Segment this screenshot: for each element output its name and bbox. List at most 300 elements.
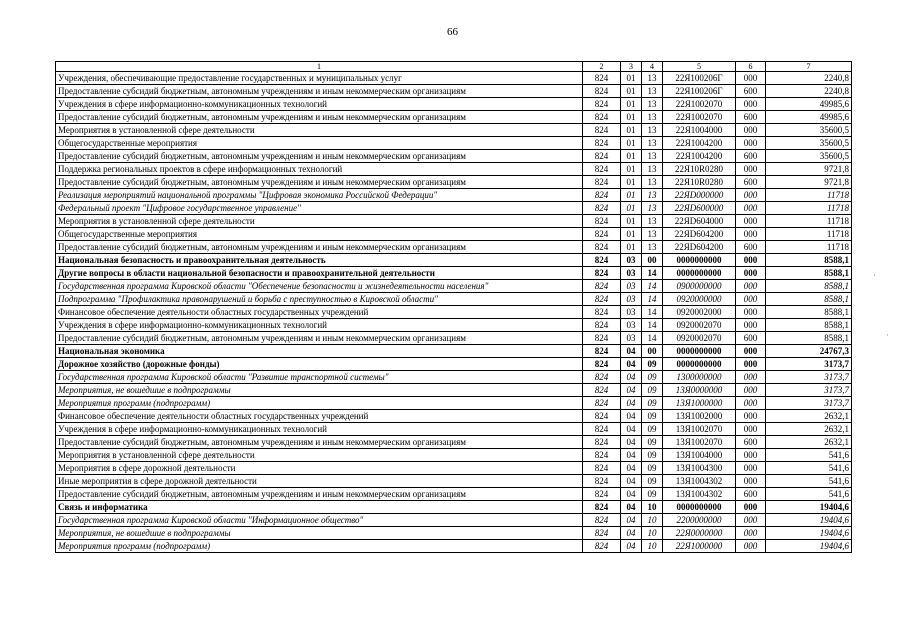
- row-target-article: 22Я1002070: [663, 98, 736, 111]
- table-row: [56, 280, 852, 293]
- row-target-article: 22Я10R0280: [663, 163, 736, 176]
- row-amount: 19404,6: [766, 527, 852, 540]
- row-target-article: 0000000000: [663, 501, 736, 514]
- row-section: 04: [621, 345, 642, 358]
- row-target-article: 0900000000: [663, 280, 736, 293]
- row-name: Предоставление субсидий бюджетным, автономным учреждениям и иным некоммерческим организациям: [56, 332, 583, 345]
- row-expense-type: 000: [736, 254, 766, 267]
- row-name: Учреждения, обеспечивающие предоставление государственных и муниципальных услуг: [56, 72, 583, 85]
- scan-mark-1: ·: [873, 270, 876, 280]
- row-target-article: 22Я1004200: [663, 150, 736, 163]
- row-amount: 19404,6: [766, 501, 852, 514]
- row-expense-type: 000: [736, 501, 766, 514]
- row-target-article: 1300000000: [663, 371, 736, 384]
- row-target-article: 13Я0000000: [663, 384, 736, 397]
- table-row: [56, 72, 852, 85]
- row-target-article: 22Я1000000: [663, 540, 736, 553]
- row-amount: 3173,7: [766, 371, 852, 384]
- row-name: Финансовое обеспечение деятельности областных государственных учреждений: [56, 410, 583, 423]
- row-section: 04: [621, 423, 642, 436]
- table-row: [56, 332, 852, 345]
- row-ministry-code: 824: [583, 488, 621, 501]
- table-row: [56, 384, 852, 397]
- row-ministry-code: 824: [583, 254, 621, 267]
- row-amount: 9721,8: [766, 176, 852, 189]
- row-ministry-code: 824: [583, 397, 621, 410]
- row-ministry-code: 824: [583, 306, 621, 319]
- row-ministry-code: 824: [583, 449, 621, 462]
- row-amount: 11718: [766, 228, 852, 241]
- header-row: [56, 62, 852, 72]
- row-subsection: 14: [642, 267, 663, 280]
- budget-table: [55, 61, 852, 553]
- row-amount: 8588,1: [766, 306, 852, 319]
- row-amount: 8588,1: [766, 319, 852, 332]
- table-row: [56, 306, 852, 319]
- row-name: Мероприятия в установленной сфере деятельности: [56, 215, 583, 228]
- row-name: Национальная безопасность и правоохранительная деятельность: [56, 254, 583, 267]
- row-ministry-code: 824: [583, 475, 621, 488]
- table-row: [56, 319, 852, 332]
- row-section: 01: [621, 85, 642, 98]
- row-section: 04: [621, 540, 642, 553]
- row-amount: 2240,8: [766, 85, 852, 98]
- row-name: Предоставление субсидий бюджетным, автономным учреждениям и иным некоммерческим организациям: [56, 436, 583, 449]
- row-amount: 2632,1: [766, 423, 852, 436]
- row-section: 01: [621, 176, 642, 189]
- row-expense-type: 000: [736, 462, 766, 475]
- row-section: 01: [621, 72, 642, 85]
- row-ministry-code: 824: [583, 540, 621, 553]
- row-target-article: 13Я1004302: [663, 488, 736, 501]
- row-subsection: 13: [642, 228, 663, 241]
- row-section: 01: [621, 215, 642, 228]
- row-amount: 3173,7: [766, 384, 852, 397]
- row-section: 04: [621, 436, 642, 449]
- row-expense-type: 000: [736, 228, 766, 241]
- row-amount: 2632,1: [766, 410, 852, 423]
- row-subsection: 14: [642, 332, 663, 345]
- row-amount: 35600,5: [766, 150, 852, 163]
- header-col-6: 6: [736, 62, 766, 72]
- row-name: Предоставление субсидий бюджетным, автономным учреждениям и иным некоммерческим организациям: [56, 150, 583, 163]
- table-row: [56, 241, 852, 254]
- row-target-article: 13Я1002070: [663, 436, 736, 449]
- row-section: 01: [621, 150, 642, 163]
- row-ministry-code: 824: [583, 319, 621, 332]
- row-section: 03: [621, 332, 642, 345]
- row-amount: 11718: [766, 215, 852, 228]
- table-row: [56, 423, 852, 436]
- table-row: [56, 410, 852, 423]
- row-name: Общегосударственные мероприятия: [56, 228, 583, 241]
- row-section: 01: [621, 137, 642, 150]
- row-target-article: 22ЯD604000: [663, 215, 736, 228]
- row-target-article: 0000000000: [663, 267, 736, 280]
- row-amount: 8588,1: [766, 293, 852, 306]
- row-target-article: 0920002070: [663, 332, 736, 345]
- row-subsection: 10: [642, 540, 663, 553]
- row-expense-type: 000: [736, 267, 766, 280]
- row-expense-type: 600: [736, 150, 766, 163]
- row-ministry-code: 824: [583, 98, 621, 111]
- row-ministry-code: 824: [583, 150, 621, 163]
- row-subsection: 09: [642, 423, 663, 436]
- row-expense-type: 600: [736, 488, 766, 501]
- header-col-3: 3: [621, 62, 642, 72]
- row-expense-type: 000: [736, 358, 766, 371]
- row-expense-type: 600: [736, 436, 766, 449]
- row-ministry-code: 824: [583, 202, 621, 215]
- row-amount: 11718: [766, 241, 852, 254]
- row-section: 04: [621, 501, 642, 514]
- row-section: 03: [621, 306, 642, 319]
- table-row: [56, 449, 852, 462]
- row-name: Мероприятия в установленной сфере деятельности: [56, 449, 583, 462]
- row-subsection: 09: [642, 358, 663, 371]
- table-row: [56, 254, 852, 267]
- scan-mark-2: ·: [886, 330, 889, 340]
- row-ministry-code: 824: [583, 527, 621, 540]
- row-name: Государственная программа Кировской области "Развитие транспортной системы": [56, 371, 583, 384]
- row-section: 01: [621, 228, 642, 241]
- table-row: [56, 345, 852, 358]
- row-subsection: 09: [642, 449, 663, 462]
- row-name: Поддержка региональных проектов в сфере информационных технологий: [56, 163, 583, 176]
- row-amount: 541,6: [766, 449, 852, 462]
- row-expense-type: 000: [736, 72, 766, 85]
- row-expense-type: 000: [736, 137, 766, 150]
- row-target-article: 0000000000: [663, 254, 736, 267]
- row-section: 04: [621, 371, 642, 384]
- row-expense-type: 000: [736, 345, 766, 358]
- row-expense-type: 000: [736, 371, 766, 384]
- row-name: Другие вопросы в области национальной безопасности и правоохранительной деятельности: [56, 267, 583, 280]
- table-row: [56, 137, 852, 150]
- header-col-4: 4: [642, 62, 663, 72]
- row-section: 04: [621, 384, 642, 397]
- row-name: Учреждения в сфере информационно-коммуникационных технологий: [56, 319, 583, 332]
- row-name: Предоставление субсидий бюджетным, автономным учреждениям и иным некоммерческим организациям: [56, 85, 583, 98]
- table-row: [56, 124, 852, 137]
- table-row: [56, 202, 852, 215]
- row-ministry-code: 824: [583, 241, 621, 254]
- row-ministry-code: 824: [583, 293, 621, 306]
- row-subsection: 13: [642, 215, 663, 228]
- row-ministry-code: 824: [583, 514, 621, 527]
- row-ministry-code: 824: [583, 176, 621, 189]
- row-name: Мероприятия программ (подпрограмм): [56, 397, 583, 410]
- row-section: 04: [621, 397, 642, 410]
- row-subsection: 10: [642, 527, 663, 540]
- row-target-article: 13Я1004300: [663, 462, 736, 475]
- table-row: [56, 462, 852, 475]
- row-ministry-code: 824: [583, 189, 621, 202]
- row-name: Мероприятия в установленной сфере деятельности: [56, 124, 583, 137]
- row-section: 03: [621, 267, 642, 280]
- row-target-article: 0920002070: [663, 319, 736, 332]
- row-expense-type: 000: [736, 384, 766, 397]
- row-expense-type: 000: [736, 163, 766, 176]
- row-subsection: 09: [642, 436, 663, 449]
- row-name: Мероприятия в сфере дорожной деятельности: [56, 462, 583, 475]
- table-row: [56, 176, 852, 189]
- row-section: 03: [621, 280, 642, 293]
- row-expense-type: 000: [736, 189, 766, 202]
- row-expense-type: 000: [736, 306, 766, 319]
- row-section: 04: [621, 462, 642, 475]
- table-row: [56, 189, 852, 202]
- row-amount: 8588,1: [766, 267, 852, 280]
- row-target-article: 22Я1004200: [663, 137, 736, 150]
- row-target-article: 13Я1002000: [663, 410, 736, 423]
- row-amount: 541,6: [766, 462, 852, 475]
- row-target-article: 2200000000: [663, 514, 736, 527]
- row-ministry-code: 824: [583, 137, 621, 150]
- row-ministry-code: 824: [583, 371, 621, 384]
- row-amount: 35600,5: [766, 124, 852, 137]
- row-subsection: 13: [642, 85, 663, 98]
- row-expense-type: 000: [736, 423, 766, 436]
- header-col-2: 2: [583, 62, 621, 72]
- table-row: [56, 501, 852, 514]
- row-section: 03: [621, 319, 642, 332]
- row-amount: 3173,7: [766, 358, 852, 371]
- row-ministry-code: 824: [583, 111, 621, 124]
- table-body: [56, 72, 852, 553]
- table-row: [56, 163, 852, 176]
- row-section: 03: [621, 254, 642, 267]
- row-subsection: 13: [642, 137, 663, 150]
- table-row: [56, 436, 852, 449]
- table-row: [56, 98, 852, 111]
- table-row: [56, 527, 852, 540]
- row-ministry-code: 824: [583, 436, 621, 449]
- row-subsection: 13: [642, 72, 663, 85]
- row-target-article: 0920000000: [663, 293, 736, 306]
- row-ministry-code: 824: [583, 124, 621, 137]
- row-section: 01: [621, 124, 642, 137]
- row-name: Учреждения в сфере информационно-коммуникационных технологий: [56, 98, 583, 111]
- row-amount: 49985,6: [766, 98, 852, 111]
- table-row: [56, 215, 852, 228]
- row-amount: 24767,3: [766, 345, 852, 358]
- row-target-article: 13Я1002070: [663, 423, 736, 436]
- row-section: 01: [621, 98, 642, 111]
- row-name: Связь и информатика: [56, 501, 583, 514]
- row-name: Иные мероприятия в сфере дорожной деятельности: [56, 475, 583, 488]
- row-target-article: 13Я1000000: [663, 397, 736, 410]
- row-subsection: 14: [642, 306, 663, 319]
- row-subsection: 14: [642, 319, 663, 332]
- row-name: Мероприятия программ (подпрограмм): [56, 540, 583, 553]
- row-subsection: 13: [642, 189, 663, 202]
- row-subsection: 13: [642, 202, 663, 215]
- row-section: 04: [621, 475, 642, 488]
- row-subsection: 09: [642, 371, 663, 384]
- row-ministry-code: 824: [583, 410, 621, 423]
- row-expense-type: 000: [736, 202, 766, 215]
- row-section: 01: [621, 189, 642, 202]
- row-amount: 8588,1: [766, 254, 852, 267]
- row-ministry-code: 824: [583, 267, 621, 280]
- row-name: Предоставление субсидий бюджетным, автономным учреждениям и иным некоммерческим организациям: [56, 176, 583, 189]
- row-amount: 19404,6: [766, 540, 852, 553]
- row-expense-type: 000: [736, 527, 766, 540]
- row-name: Федеральный проект "Цифровое государственное управление": [56, 202, 583, 215]
- row-section: 01: [621, 202, 642, 215]
- row-amount: 9721,8: [766, 163, 852, 176]
- header-col-5: 5: [663, 62, 736, 72]
- row-expense-type: 000: [736, 124, 766, 137]
- row-ministry-code: 824: [583, 85, 621, 98]
- table-row: [56, 371, 852, 384]
- row-expense-type: 000: [736, 98, 766, 111]
- row-expense-type: 600: [736, 176, 766, 189]
- row-target-article: 22Я1004000: [663, 124, 736, 137]
- row-expense-type: 000: [736, 280, 766, 293]
- row-expense-type: 600: [736, 85, 766, 98]
- row-name: Реализация мероприятий национальной программы "Цифровая экономика Российской Федерации": [56, 189, 583, 202]
- row-ministry-code: 824: [583, 280, 621, 293]
- table-row: [56, 475, 852, 488]
- row-name: Предоставление субсидий бюджетным, автономным учреждениям и иным некоммерческим организациям: [56, 111, 583, 124]
- row-subsection: 00: [642, 254, 663, 267]
- row-section: 04: [621, 514, 642, 527]
- row-section: 01: [621, 163, 642, 176]
- table-row: [56, 540, 852, 553]
- row-subsection: 13: [642, 163, 663, 176]
- row-amount: 19404,6: [766, 514, 852, 527]
- row-amount: 11718: [766, 202, 852, 215]
- row-section: 01: [621, 111, 642, 124]
- row-name: Мероприятия, не вошедшие в подпрограммы: [56, 384, 583, 397]
- row-ministry-code: 824: [583, 423, 621, 436]
- row-name: Национальная экономика: [56, 345, 583, 358]
- table-row: [56, 228, 852, 241]
- row-expense-type: 000: [736, 397, 766, 410]
- row-expense-type: 000: [736, 410, 766, 423]
- row-name: Предоставление субсидий бюджетным, автономным учреждениям и иным некоммерческим организациям: [56, 488, 583, 501]
- row-subsection: 14: [642, 280, 663, 293]
- row-ministry-code: 824: [583, 384, 621, 397]
- row-target-article: 22Я100206Г: [663, 85, 736, 98]
- row-name: Государственная программа Кировской области "Обеспечение безопасности и жизнедеятельности населения": [56, 280, 583, 293]
- row-subsection: 09: [642, 475, 663, 488]
- row-amount: 541,6: [766, 488, 852, 501]
- row-expense-type: 600: [736, 241, 766, 254]
- row-target-article: 22Я0000000: [663, 527, 736, 540]
- row-target-article: 22ЯD000000: [663, 189, 736, 202]
- row-subsection: 09: [642, 410, 663, 423]
- row-amount: 35600,5: [766, 137, 852, 150]
- row-subsection: 09: [642, 397, 663, 410]
- row-amount: 3173,7: [766, 397, 852, 410]
- row-name: Учреждения в сфере информационно-коммуникационных технологий: [56, 423, 583, 436]
- row-subsection: 14: [642, 293, 663, 306]
- row-name: Предоставление субсидий бюджетным, автономным учреждениям и иным некоммерческим организациям: [56, 241, 583, 254]
- row-name: Дорожное хозяйство (дорожные фонды): [56, 358, 583, 371]
- row-name: Общегосударственные мероприятия: [56, 137, 583, 150]
- row-ministry-code: 824: [583, 215, 621, 228]
- row-ministry-code: 824: [583, 345, 621, 358]
- row-target-article: 0000000000: [663, 358, 736, 371]
- row-subsection: 09: [642, 488, 663, 501]
- table-row: [56, 85, 852, 98]
- row-section: 04: [621, 358, 642, 371]
- row-amount: 8588,1: [766, 280, 852, 293]
- header-col-1: 1: [56, 62, 583, 72]
- row-ministry-code: 824: [583, 72, 621, 85]
- row-target-article: 22Я10R0280: [663, 176, 736, 189]
- row-target-article: 13Я1004302: [663, 475, 736, 488]
- row-expense-type: 600: [736, 332, 766, 345]
- row-expense-type: 000: [736, 475, 766, 488]
- row-amount: 11718: [766, 189, 852, 202]
- row-target-article: 22Я1002070: [663, 111, 736, 124]
- row-expense-type: 000: [736, 215, 766, 228]
- row-amount: 2632,1: [766, 436, 852, 449]
- row-target-article: 22ЯD604200: [663, 241, 736, 254]
- row-expense-type: 000: [736, 540, 766, 553]
- row-ministry-code: 824: [583, 163, 621, 176]
- row-target-article: 22ЯD604200: [663, 228, 736, 241]
- row-ministry-code: 824: [583, 501, 621, 514]
- row-ministry-code: 824: [583, 358, 621, 371]
- row-section: 04: [621, 449, 642, 462]
- row-ministry-code: 824: [583, 228, 621, 241]
- row-amount: 541,6: [766, 475, 852, 488]
- row-section: 04: [621, 527, 642, 540]
- row-section: 03: [621, 293, 642, 306]
- row-amount: 2240,8: [766, 72, 852, 85]
- row-subsection: 13: [642, 124, 663, 137]
- table-row: [56, 111, 852, 124]
- row-expense-type: 000: [736, 514, 766, 527]
- row-subsection: 13: [642, 176, 663, 189]
- row-subsection: 00: [642, 345, 663, 358]
- table-row: [56, 397, 852, 410]
- table-row: [56, 514, 852, 527]
- row-subsection: 10: [642, 514, 663, 527]
- row-target-article: 22Я100206Г: [663, 72, 736, 85]
- row-expense-type: 000: [736, 449, 766, 462]
- row-ministry-code: 824: [583, 462, 621, 475]
- row-subsection: 09: [642, 384, 663, 397]
- table-row: [56, 488, 852, 501]
- row-target-article: 0920002000: [663, 306, 736, 319]
- table-row: [56, 293, 852, 306]
- table-row: [56, 150, 852, 163]
- row-target-article: 22ЯD600000: [663, 202, 736, 215]
- page-number: 66: [447, 26, 458, 38]
- table-row: [56, 358, 852, 371]
- row-expense-type: 000: [736, 293, 766, 306]
- row-ministry-code: 824: [583, 332, 621, 345]
- row-section: 04: [621, 488, 642, 501]
- row-subsection: 13: [642, 98, 663, 111]
- row-amount: 8588,1: [766, 332, 852, 345]
- row-expense-type: 600: [736, 111, 766, 124]
- row-subsection: 10: [642, 501, 663, 514]
- row-name: Подпрограмма "Профилактика правонарушений и борьба с преступностью в Кировской области": [56, 293, 583, 306]
- header-col-7: 7: [766, 62, 852, 72]
- row-target-article: 13Я1004000: [663, 449, 736, 462]
- row-name: Мероприятия, не вошедшие в подпрограммы: [56, 527, 583, 540]
- row-amount: 49985,6: [766, 111, 852, 124]
- row-expense-type: 000: [736, 319, 766, 332]
- row-subsection: 13: [642, 150, 663, 163]
